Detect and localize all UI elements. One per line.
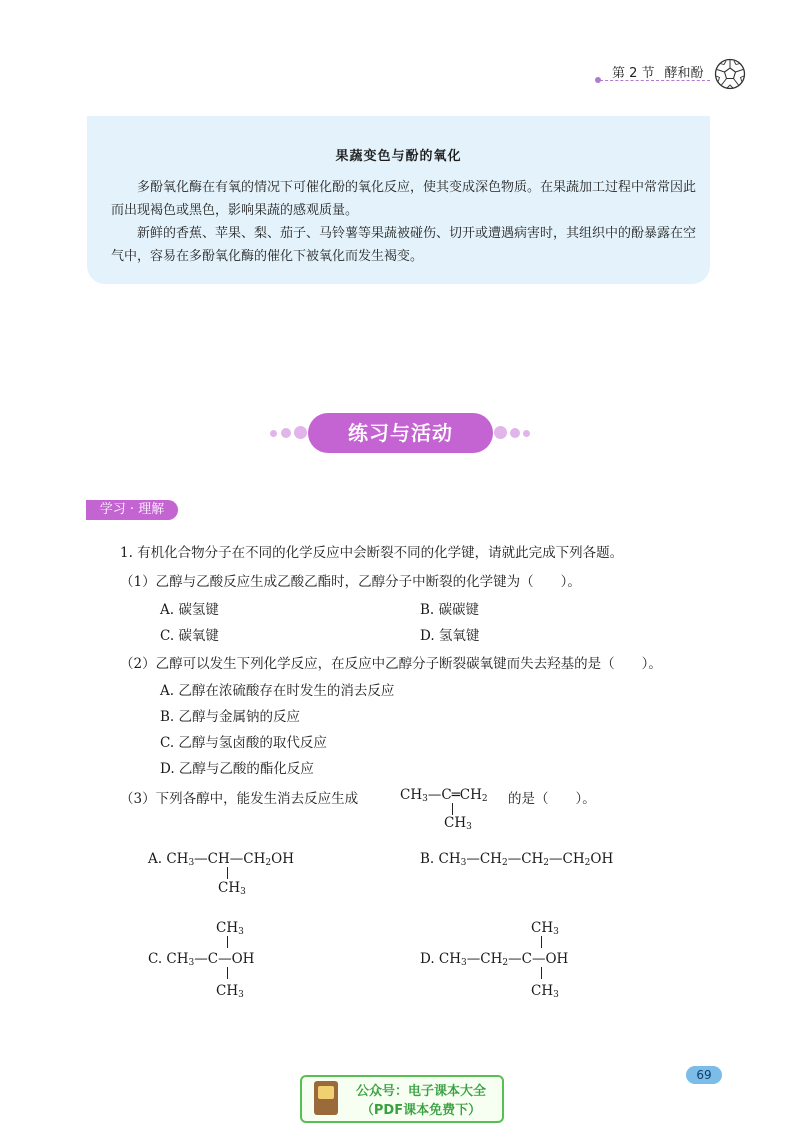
methyl-branch: $CH_3$: [218, 880, 246, 897]
reading-paragraph: 多酚氧化酶在有氧的情况下可催化酚的氧化反应，使其变成深色物质。在果蔬加工过程中常常因此而出现褐色或黑色，影响果蔬的感观质量。: [111, 180, 697, 218]
section-title: [612, 62, 714, 81]
watermark-line-1: 公众号：电子课本大全: [355, 1084, 486, 1099]
reading-box: [87, 116, 710, 284]
reading-paragraph: 新鲜的香蕉、苹果、梨、茄子、马铃薯等果蔬被碰伤、切开或遭遇病害时，其组织中的酚暴露在空气中，容易在多酚氧化酶的催化下被氧化而发生褐变。: [111, 226, 697, 264]
bond-line: [227, 967, 228, 979]
option-a-structure: A. $CH_3—CH—CH_2OH$: [148, 851, 294, 868]
methyl-branch: $CH_3$: [531, 983, 559, 1000]
page-number: 69: [686, 1066, 722, 1084]
methyl-branch: $CH_3$: [216, 983, 244, 1000]
banner-dot: [523, 430, 530, 437]
subquestion-2: （2）乙醇可以发生下列化学反应，在反应中乙醇分子断裂碳氧键而失去羟基的是（ ）。: [120, 656, 662, 672]
option-b: B. 乙醇与金属钠的反应: [160, 709, 301, 725]
option-c: C. 碳氧键: [160, 628, 219, 644]
option-b-structure: B. $CH_3—CH_2—CH_2—CH_2OH$: [420, 851, 614, 868]
target-alkene-formula: $CH_3—C═CH_2$: [400, 787, 488, 804]
methyl-branch: $CH_3$: [444, 815, 472, 832]
option-a: A. 碳氢键: [160, 602, 219, 618]
bond-line: [452, 803, 453, 815]
question-stem: 1. 有机化合物分子在不同的化学反应中会断裂不同的化学键，请就此完成下列各题。: [120, 545, 624, 561]
watermark-line-2: （PDF课本免费下）: [360, 1103, 482, 1118]
category-tag: 学习 · 理解: [86, 500, 178, 520]
methyl-branch: $CH_3$: [531, 920, 559, 937]
bond-line: [227, 867, 228, 879]
header-divider: [600, 80, 710, 81]
banner-dot: [494, 426, 507, 439]
subquestion-3: [120, 787, 358, 807]
option-c-structure: C. $CH_3—C—OH$: [148, 951, 255, 968]
fullerene-icon: [714, 58, 746, 90]
bond-line: [541, 967, 542, 979]
option-b: B. 碳碳键: [420, 602, 480, 618]
bond-line: [227, 936, 228, 948]
book-icon: [314, 1081, 338, 1115]
section-banner: 练习与活动: [308, 413, 493, 453]
banner-dot: [510, 428, 520, 438]
subquestion-3-prefix: （3）下列各醇中，能发生消去反应生成: [120, 791, 359, 807]
section-number: 第 2 节: [612, 66, 655, 81]
option-d: D. 乙醇与乙酸的酯化反应: [160, 761, 314, 777]
option-c: C. 乙醇与氢卤酸的取代反应: [160, 735, 327, 751]
banner-dot: [294, 426, 307, 439]
option-d-structure: D. $CH_3—CH_2—C—OH$: [420, 951, 569, 968]
option-a: A. 乙醇在浓硫酸存在时发生的消去反应: [160, 683, 395, 699]
methyl-branch: $CH_3$: [216, 920, 244, 937]
banner-dot: [270, 430, 277, 437]
bond-line: [541, 936, 542, 948]
section-name: 酵和酚: [664, 66, 704, 81]
subquestion-1: （1）乙醇与乙酸反应生成乙酸乙酯时，乙醇分子中断裂的化学键为（ ）。: [120, 574, 581, 590]
banner-dot: [281, 428, 291, 438]
reading-title: 果蔬变色与酚的氧化: [335, 149, 462, 164]
subquestion-3-suffix: 的是（ ）。: [508, 791, 596, 807]
option-d: D. 氢氧键: [420, 628, 480, 644]
watermark-badge: [300, 1075, 504, 1123]
